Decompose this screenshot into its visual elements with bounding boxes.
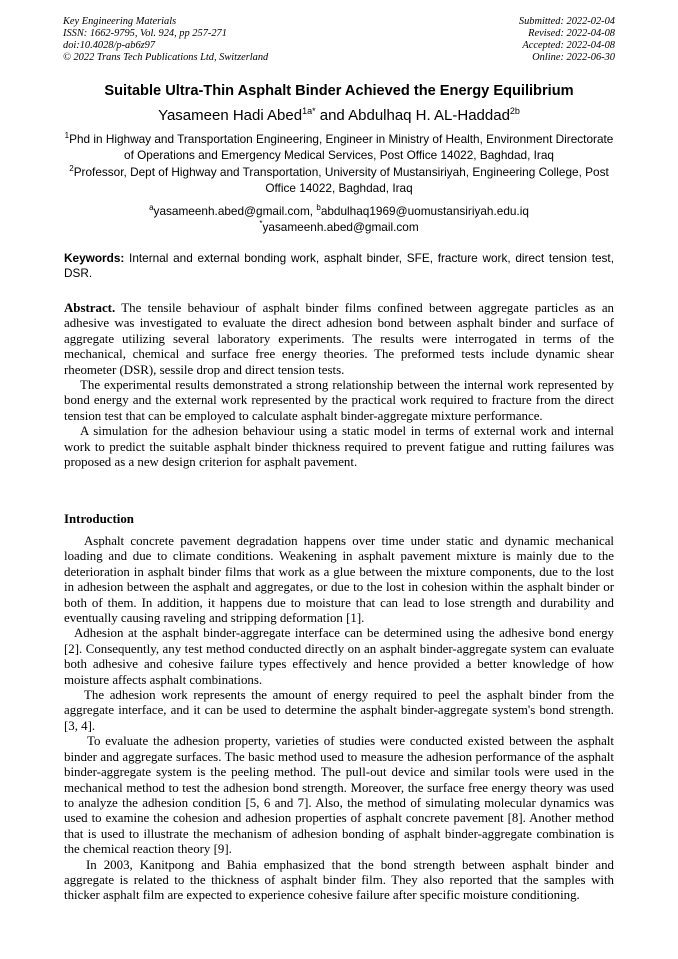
email-b-sup: b — [316, 203, 321, 213]
abstract-paragraph-2: The experimental results demonstrated a strong relationship between the internal work represented by bond energy and the external work represented by the practical work required to fracture from the direct tension test that can be employed to calculate asphalt binder-aggregate mixture performance. — [64, 378, 614, 423]
email-a-sup: a — [149, 203, 154, 213]
intro-paragraph-3: The adhesion work represents the amount of energy required to peel the asphalt binder from the aggregate interface, and it can be used to determine the asphalt binder-aggregate system's bond strength. [3, 4]. — [64, 688, 614, 733]
corresponding-sup: * — [259, 219, 263, 229]
email-b[interactable]: abdulhaq1969@uomustansiriyah.edu.iq — [320, 204, 529, 218]
date-submitted: Submitted: 2022-02-04 — [518, 16, 615, 27]
abstract-p1-text: The tensile behaviour of asphalt binder films confined between aggregate particles as an adhesive was investigated to evaluate the direct adhesion bond between asphalt binder and surface of aggregate utilizing several laboratory experiments. The results were interrogated in terms of the mechanical, chemical and surface free energy theories. The preformed tests include dynamic shear rheometer (DSR), sessile drop and direct tension tests. — [64, 301, 618, 377]
affiliation-1-text: Phd in Highway and Transportation Engineering, Engineer in Ministry of Health, Environment Directorate of Operations and Emergency Medical Services, Post Office 14022, Baghdad, Iraq — [69, 132, 614, 162]
abstract-label: Abstract. — [64, 301, 116, 315]
journal-dates-right — [519, 16, 615, 64]
author-1: Yasameen Hadi Abed — [158, 107, 303, 124]
date-online: Online: 2022-06-30 — [532, 52, 615, 63]
intro-paragraph-2: Adhesion at the asphalt binder-aggregate interface can be determined using the adhesive bond energy [2]. Consequently, any test method conducted directly on an asphalt binder-aggregate system can evaluate both adhesive and cohesive failure types effectively and hence provided a better knowledge of how moisture affects asphalt combinations. — [64, 626, 614, 687]
author-2-sup: 2b — [509, 106, 520, 116]
author-2: Abdulhaq H. AL-Haddad — [348, 107, 510, 124]
intro-paragraph-1: Asphalt concrete pavement degradation happens over time under static and dynamic mechanical loading and due to climate conditions. Weakening in asphalt pavement mixture is mainly due to the deterioration in asphalt binder films that work as a glue between the mixture components, due to the lost in adhesion between the asphalt and aggregates, or due to the lost in cohesion within the asphalt binder or both of them. In addition, it happens due to moisture that can lead to lose strength and durability and eventually causing raveling and stripping deformation [1]. — [64, 534, 614, 626]
date-revised: Revised: 2022-04-08 — [528, 28, 615, 39]
journal-doi: doi:10.4028/p-ab6z97 — [63, 40, 156, 51]
email-line — [60, 203, 618, 219]
journal-copyright: © 2022 Trans Tech Publications Ltd, Switzerland — [63, 52, 269, 63]
affiliation-1 — [60, 131, 618, 163]
paper-title: Suitable Ultra-Thin Asphalt Binder Achieved the Energy Equilibrium — [104, 83, 574, 99]
keywords-label: Keywords: — [64, 251, 125, 265]
introduction — [64, 534, 614, 904]
keywords-text: Internal and external bonding work, asphalt binder, SFE, fracture work, direct tension test, DSR. — [64, 251, 618, 280]
journal-info-left — [63, 16, 268, 64]
affiliation-2-text: Professor, Dept of Highway and Transportation, University of Mustansiriyah, Engineering College, Post Office 14022, Baghdad, Iraq — [73, 165, 609, 195]
journal-issn: ISSN: 1662-9795, Vol. 924, pp 257-271 — [63, 28, 227, 39]
intro-paragraph-4: To evaluate the adhesion property, varieties of studies were conducted existed between the asphalt binder and aggregate surfaces. The basic method used to measure the adhesion performance of the asphalt binder-aggregate system is the peeling method. The pull-out device and similar tools were used in the mechanical method to test the adhesion bond strength. Moreover, the surface free energy theory was used to analyze the adhesion condition [5, 6 and 7]. Also, the method of simulating molecular dynamics was used to examine the cohesion and adhesion properties of asphalt concrete pavement [8]. Another method that is used to illustrate the mechanism of adhesion bonding of asphalt binder-aggregate combination is the chemical reaction theory [9]. — [64, 734, 614, 857]
corresponding-email-line — [60, 219, 618, 235]
author-1-sup: 1a* — [302, 106, 316, 116]
date-accepted: Accepted: 2022-04-08 — [522, 40, 615, 51]
keywords — [64, 251, 618, 281]
abstract — [64, 301, 618, 470]
journal-name: Key Engineering Materials — [63, 16, 177, 27]
author-conjunction: and — [315, 107, 349, 124]
abstract-paragraph-3: A simulation for the adhesion behaviour using a static model in terms of external work and internal work to predict the suitable asphalt binder thickness required to prevent fatigue and rutting failures was proposed as a new design criterion for asphalt pavement. — [64, 424, 614, 470]
email-separator: , — [309, 204, 317, 218]
abstract-paragraph-1 — [64, 301, 618, 378]
introduction-heading: Introduction — [64, 512, 134, 526]
affiliation-2 — [60, 164, 618, 196]
corresponding-email[interactable]: yasameenh.abed@gmail.com — [262, 220, 419, 234]
intro-paragraph-5: In 2003, Kanitpong and Bahia emphasized that the bond strength between asphalt binder and aggregate is related to the thickness of asphalt binder film. They also reported that the samples with thicker asphalt film are expected to experience cohesive failure after specific moisture conditioning. — [64, 857, 614, 903]
author-line — [40, 106, 638, 125]
affiliation-2-sup: 2 — [69, 164, 74, 174]
email-a[interactable]: yasameenh.abed@gmail.com — [153, 204, 310, 218]
affiliation-1-sup: 1 — [64, 131, 70, 141]
